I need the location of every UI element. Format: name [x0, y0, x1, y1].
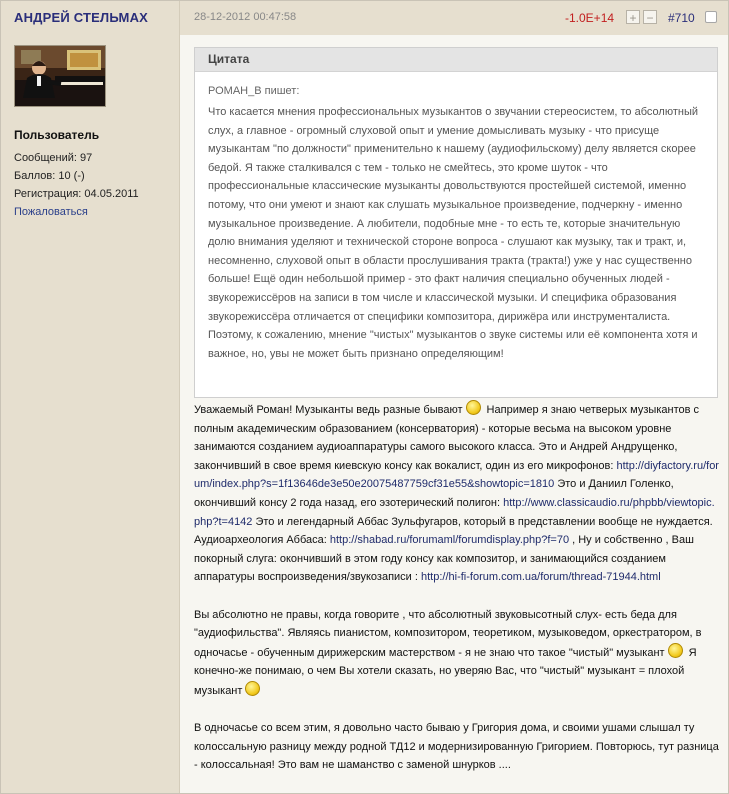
smile-icon: [466, 400, 481, 415]
author-sidebar: [1, 1, 180, 793]
grin-icon: [245, 681, 260, 696]
quote-block: [194, 47, 718, 398]
quote-title: Цитата: [195, 48, 717, 72]
points-count: Баллов: 10 (-): [14, 170, 85, 182]
user-role: Пользователь: [14, 128, 100, 142]
author-name[interactable]: АНДРЕЙ СТЕЛЬМАХ: [14, 10, 149, 25]
plus-icon[interactable]: +: [626, 10, 640, 24]
complain-link[interactable]: Пожаловаться: [14, 206, 88, 218]
post-date: 28-12-2012 00:47:58: [194, 11, 297, 23]
quote-author: РОМАН_В пишет:: [208, 85, 300, 97]
text-segment: Например я знаю четверых музыкантов с полным академическим образованием (консерватория) - которые весьма на высоком уровне занимаются созданием аудиоаппаратуры самого высокого класса. Это и Андрей Андрущенко, закончивший в свое время киевскую консу как вокалист, один из его микрофонов:: [194, 404, 699, 472]
link-classicaudio[interactable]: http://www.classicaudio.ru/phpbb/viewtopic.php?t=4142: [194, 496, 715, 528]
paragraph-2: [194, 606, 720, 701]
post-body: [194, 400, 720, 775]
paragraph-gap: [194, 701, 720, 720]
link-hifi-forum[interactable]: http://hi-fi-forum.com.ua/forum/thread-71944.html: [421, 571, 661, 584]
registration-date: Регистрация: 04.05.2011: [14, 188, 139, 200]
avatar-photo: [15, 46, 105, 106]
text-segment: Я конечно-же понимаю, о чем Вы хотели сказать, но уверяю Вас, что "чистый" музыкант = плохой музыкант: [194, 646, 697, 697]
grin-icon: [668, 643, 683, 658]
post-number[interactable]: #710: [668, 11, 695, 25]
avatar[interactable]: [14, 45, 106, 107]
link-shabad[interactable]: http://shabad.ru/forumaml/forumdisplay.php?f=70: [329, 534, 570, 547]
text-segment: Это и Даниил Голенко, окончивший консу 2 года назад, его эзотерический полигон:: [194, 478, 674, 509]
minus-icon[interactable]: −: [643, 10, 657, 24]
text-segment: Это и легендарный Аббас Зульфугаров, который в представлении вообще не нуждается. Аудиоархеология Аббаса:: [194, 515, 713, 547]
text-segment: Уважаемый Роман! Музыканты ведь разные бывают: [194, 404, 463, 416]
quote-text: Что касается мнения профессиональных музыкантов о звучании стереосистем, то абсолютный слух, а главное - огромный слуховой опыт и умение домысливать музыку - что присуще музыкантам "по должности" применительно к нашему (аудиофильскому) делу является скорее бедой. Я также сталкивался с тем - только не смейтесь, это кроме шуток - что профессиональные классические музыканты довольствуются простейшей системой, именно потому, что они умеют и знают как слушать музыкальное произведение, подчеркну - именно музыкальное произведение. А любители, подобные мне - то есть те, которые значительную долю внимания уделяют и технической стороне вопроса - слушают как музыку, так и тракт, и, несомненно, слуховой опыт в области прослушивания тракта (тракта!) уже у нас существенно больше! Ещё один небольшой пример - это факт наличия специально обученных людей - звукорежиссёров на записи в том числе и классической музыки. И специфика образования звукорежиссёра отличается от специфики композитора, дирижёра или инструменталиста. Поэтому, к сожалению, мнение "чистых" музыкантов о звуке системы или её компонента хотя и важное, но, увы не может быть признано определяющим!: [208, 106, 698, 360]
paragraph-1: [194, 400, 720, 587]
link-diyfactory[interactable]: http://diyfactory.ru/forum/index.php?s=1f13646de3e50e20075487759cf31e55&showtopic=1810: [194, 459, 719, 491]
post-header: [180, 1, 728, 35]
checkbox-icon[interactable]: [705, 11, 717, 23]
post-rating: -1.0E+14: [565, 11, 615, 25]
paragraph-gap: [194, 587, 720, 606]
messages-count: Сообщений: 97: [14, 152, 93, 164]
paragraph-3: В одночасье со всем этим, я довольно часто бываю у Григория дома, и своими ушами слышал ту колоссальную разницу между родной ТД12 и модернизированную Григорием. Повторюсь, тут разница - колоссальная! Это вам не шаманство с заменой шнурков ....: [194, 722, 719, 772]
text-segment: Вы абсолютно не правы, когда говорите , что абсолютный звуковысотный слух- есть беда для "аудиофильства". Являясь пианистом, композитором, теоретиком, музыковедом, оркестратором, в одночасье - обученным дирижерским мастерством - я не знаю что такое "чистый" музыкант: [194, 608, 702, 659]
text-segment: , Ну и собственно , Ваш покорный слуга: окончивший в этом году консу как композитор, и занимающийся созданием аппаратуры воспроизведения/звукозаписи :: [194, 534, 694, 584]
